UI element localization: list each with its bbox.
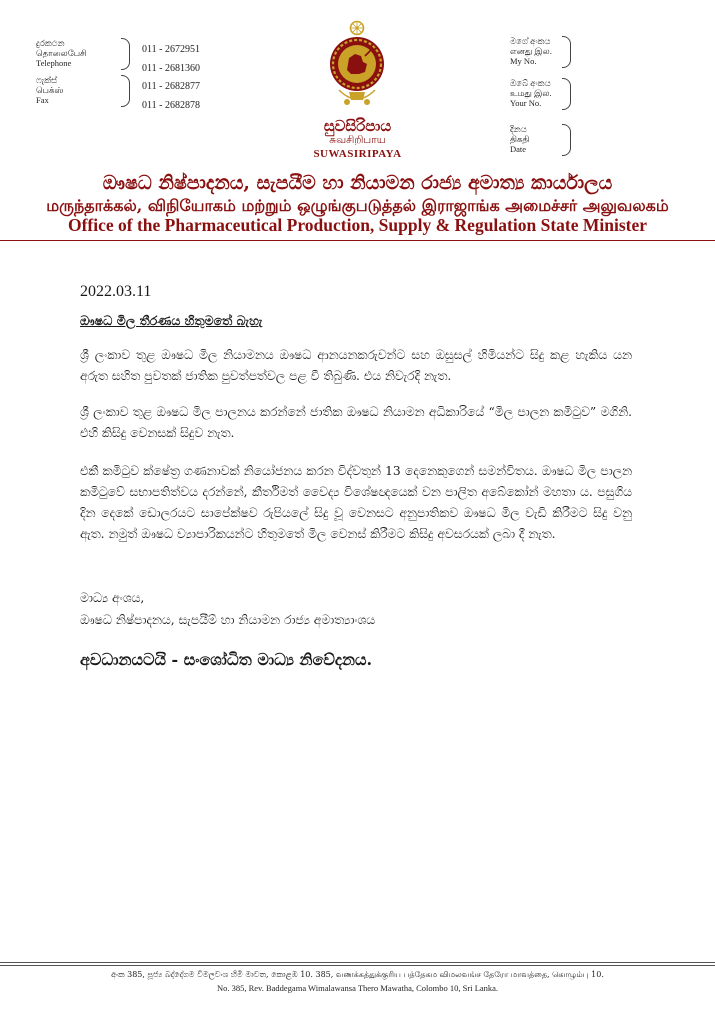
fax-number-1: 011 - 2682877 xyxy=(142,81,200,92)
attention-note: අවධානයටයි - සංශෝධිත මාධ්‍ය නිවේදනය. xyxy=(80,650,373,669)
your-no-label-ta: உமது இல. xyxy=(510,88,552,98)
fax-label-en: Fax xyxy=(36,95,49,105)
date-label-si: දිනය xyxy=(510,124,527,134)
paragraph-1: ශ්‍රී ලංකාව තුළ ඖෂධ මිල නියාමනය ඖෂධ ආනයනකරුවන්ට සහ ඔසුසල් හිමියන්ට සිදු කළ හැකිය යන අරුත සහිත පුවතක් ජාතික පුවත්පත්වල පළ වී තිබුණි. එය නිවැරදි නැත. xyxy=(80,348,632,383)
telephone-number-2: 011 - 2681360 xyxy=(142,63,200,74)
fax-label-ta: பெக்ஸ் xyxy=(36,85,64,95)
office-title-sinhala: ඖෂධ නිෂ්පාදනය, සැපයීම හා නියාමන රාජ්‍ය අමාත්‍ය කාර්යාලය xyxy=(102,172,613,194)
footer-divider xyxy=(0,962,715,963)
footer-divider-2 xyxy=(0,965,715,966)
fax-brace xyxy=(121,75,130,107)
my-no-brace xyxy=(562,36,571,68)
brand-tamil: சுவசிறிபாய xyxy=(329,134,386,146)
office-title-english: Office of the Pharmaceutical Production, Supply & Regulation State Minister xyxy=(67,215,648,235)
letter-subject: ඖෂධ මිල තීරණය හිතුමතේ බැහැ xyxy=(80,313,263,328)
fax-number-2: 011 - 2682878 xyxy=(142,100,200,111)
header-divider xyxy=(0,240,715,241)
telephone-label-ta: தொலைபேசி xyxy=(36,48,87,58)
office-title-tamil: மருந்தாக்கல், விநியோகம் மற்றும் ஒழுங்குபடுத்தல் இராஜாங்க அமைச்சர் அலுவலகம் xyxy=(46,196,669,215)
telephone-numbers xyxy=(142,40,200,78)
my-no-label-si: මගේ අංකය xyxy=(510,36,551,46)
letter-date: 2022.03.11 xyxy=(80,283,152,300)
telephone-brace xyxy=(121,38,130,70)
my-no-label-en: My No. xyxy=(510,56,537,66)
fax-labels xyxy=(36,75,96,105)
telephone-label-en: Telephone xyxy=(36,58,72,68)
paragraph-3: එකී කමිටුව ක්ෂේත්‍ර ගණනාවක් නියෝජනය කරන විද්වතුන් 13 දෙනෙකුගෙන් සමන්විතය. ඖෂධ මිල පාලන කමිටුවේ සභාපතිත්වය දරන්නේ, කීර්තිමත් වෛද්‍ය විශේෂඥයෙක් වන පාලිත අබේකෝන් මහතා ය. පසුගිය දින දෙකේ ඩොලරයට සාපේක්ෂව රුපියලේ සිදු වූ වෙනසට අනුපාතිකව ඖෂධ මිල වැඩි කිරීමට සිදු වනු ඇත. නමුත් ඖෂධ ව්‍යාපාරිකයන්ට හිතුමතේ මිල වෙනස් කිරීමට කිසිදු අවසරයක් ලබා දී නැත. xyxy=(80,464,632,541)
your-no-brace xyxy=(562,78,571,110)
my-no-label-ta: எனது இல. xyxy=(510,46,552,56)
your-no-label-en: Your No. xyxy=(510,98,542,108)
footer-address-english: No. 385, Rev. Baddegama Wimalawansa Thero Mawatha, Colombo 10, Sri Lanka. xyxy=(216,983,499,993)
signoff-department: මාධ්‍ය අංශය, xyxy=(80,591,145,605)
telephone-labels xyxy=(36,38,96,68)
national-emblem-icon xyxy=(325,20,389,112)
date-label-ta: திகதி xyxy=(510,134,530,144)
my-no-labels xyxy=(510,36,570,66)
telephone-number-1: 011 - 2672951 xyxy=(142,44,200,55)
your-no-labels xyxy=(510,78,570,108)
brand-english: SUWASIRIPAYA xyxy=(313,148,402,160)
telephone-label-si: දුරකථන xyxy=(36,38,65,48)
your-no-label-si: ඔබේ අංකය xyxy=(510,78,551,88)
brand-sinhala: සුවසිරිපාය xyxy=(323,117,392,135)
paragraph-2: ශ්‍රී ලංකාව තුළ ඖෂධ මිල පාලනය කරන්නේ ජාතික ඖෂධ නියාමන අධිකාරියේ “මිල පාලන කමිටුව” මගිනි. එහි කිසිදු වෙනසක් සිදුව නැත. xyxy=(80,405,632,440)
signoff-ministry: ඖෂධ නිෂ්පාදනය, සැපයීම් හා නියාමන රාජ්‍ය අමාත්‍යාංශය xyxy=(80,613,376,627)
date-label-en: Date xyxy=(510,144,527,154)
footer-address-local: අංක 385, පූජ්‍ය බද්දේගම විමලවංශ හිමි මාවත, කොළඹ 10. 385, வணக்கத்துக்குரிய பத்தேகம விமலவங்ச தேரோ மாவத்தை, கொழும்பு 10. xyxy=(111,970,604,979)
fax-numbers xyxy=(142,77,200,115)
fax-label-si: ෆැක්ස් xyxy=(36,75,58,85)
